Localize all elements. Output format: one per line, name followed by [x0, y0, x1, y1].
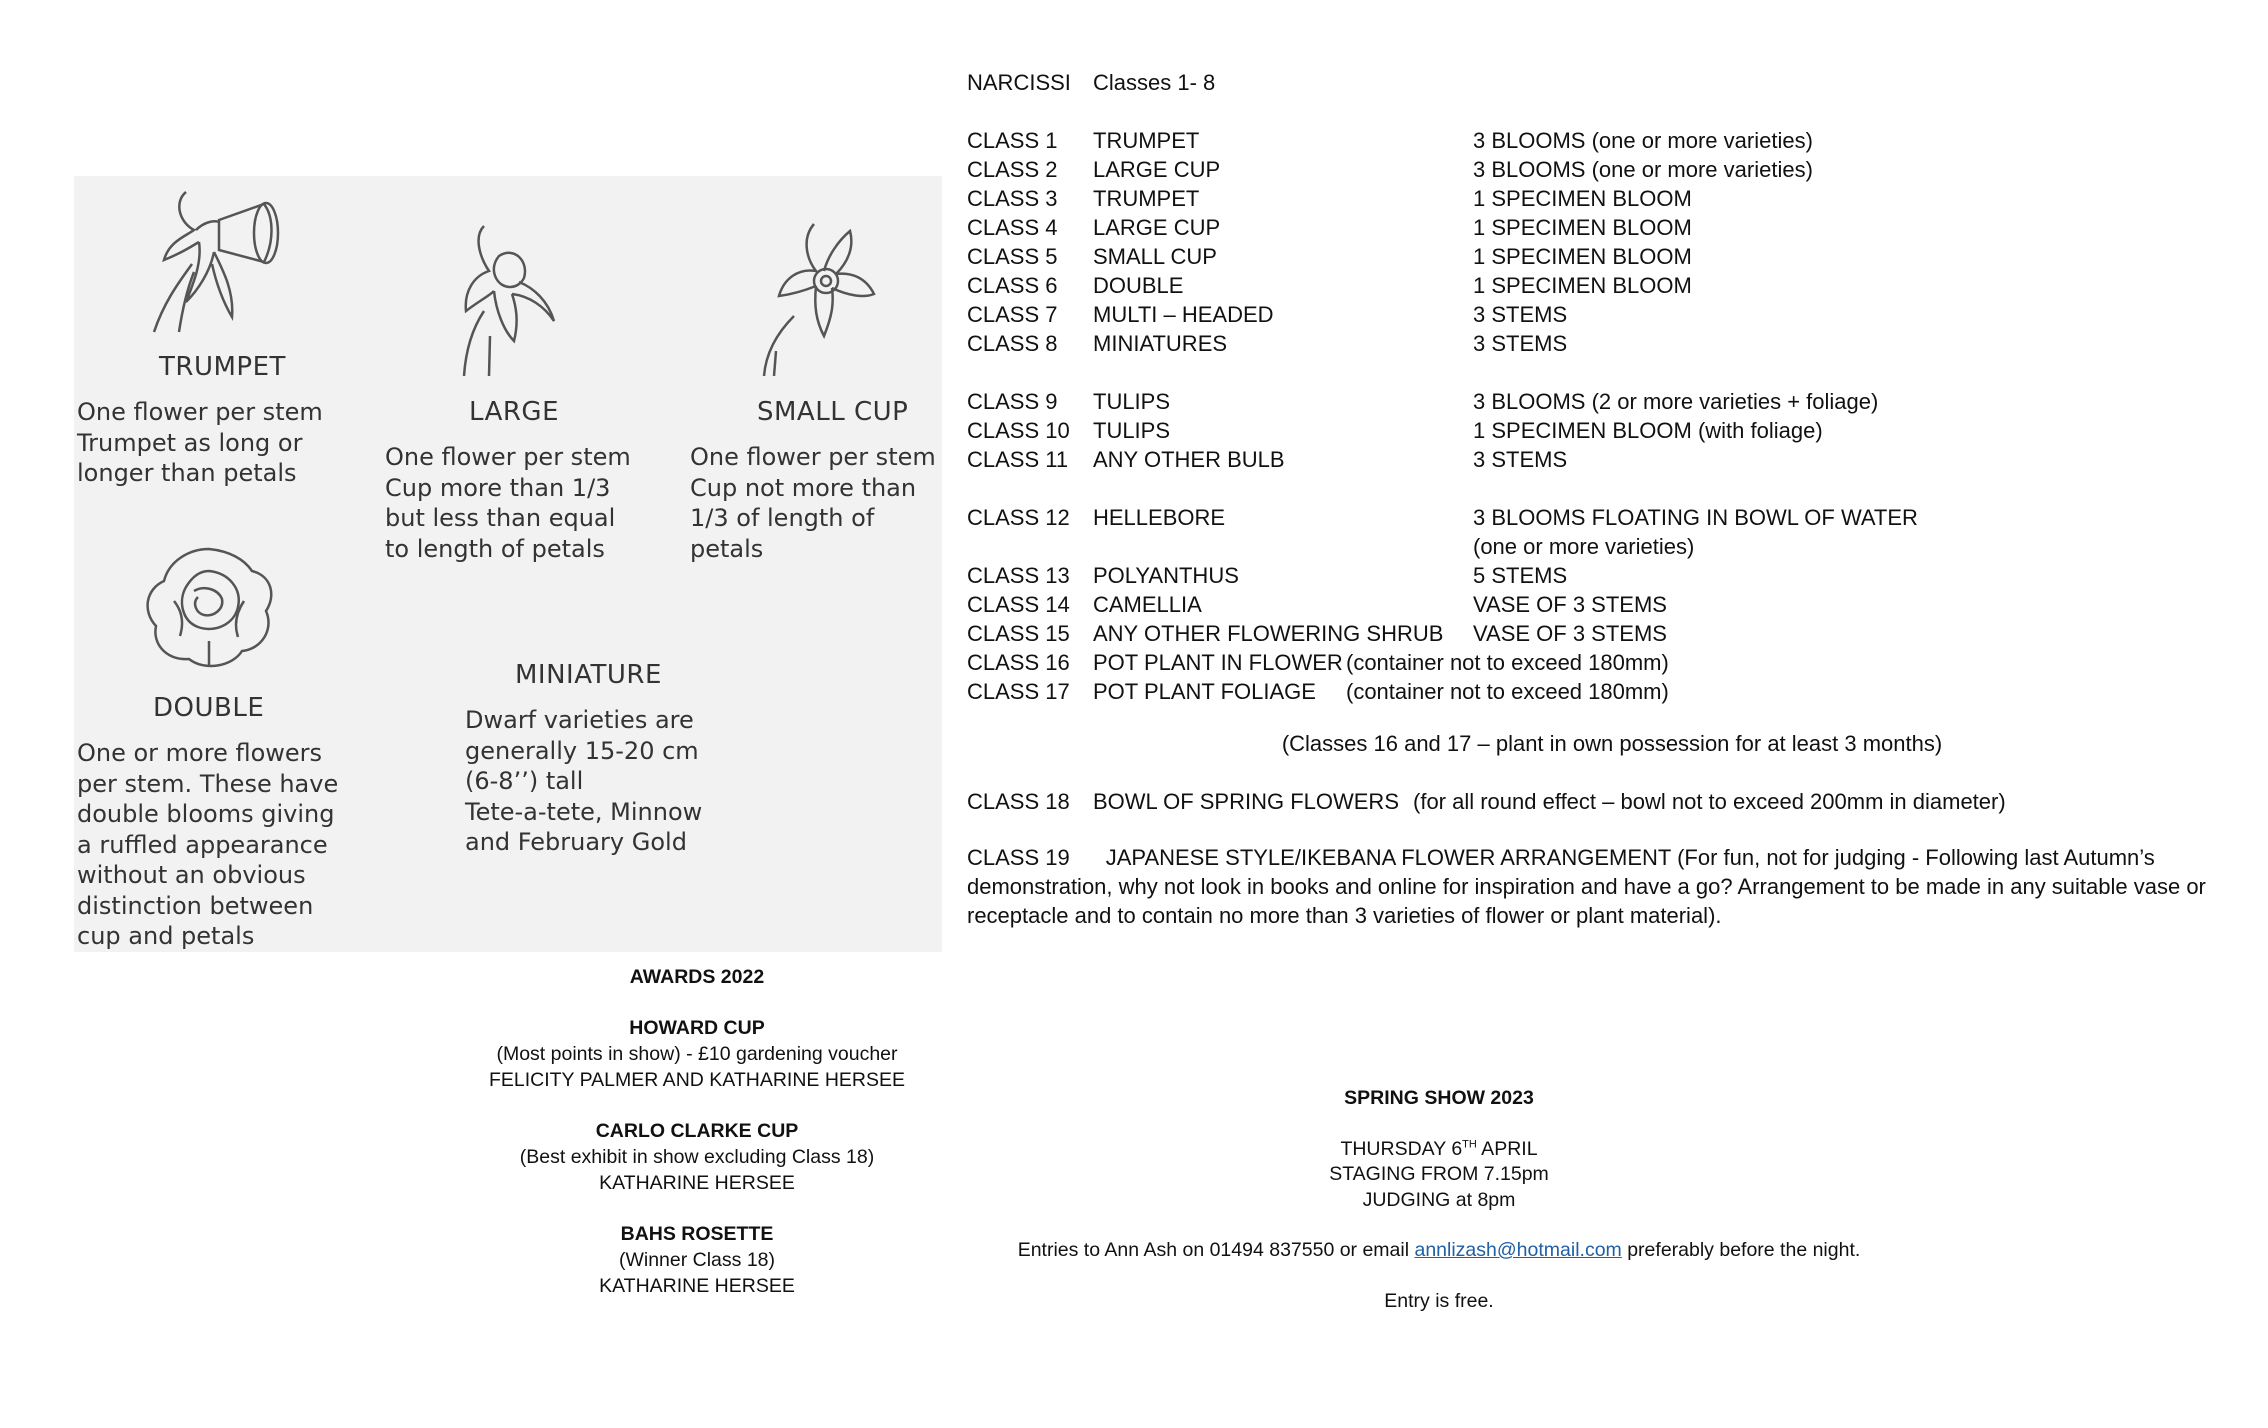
small-cup-title: SMALL CUP	[757, 397, 909, 427]
award-winner: KATHARINE HERSEE	[599, 1275, 795, 1297]
pot-plant-note: (Classes 16 and 17 – plant in own possession for at least 3 months)	[1281, 731, 1943, 756]
class-requirement: 1 SPECIMEN BLOOM (with foliage)	[1473, 418, 1823, 443]
class-name: CAMELLIA	[1093, 592, 1202, 617]
class-requirement: 1 SPECIMEN BLOOM	[1473, 186, 1692, 211]
award-winner: KATHARINE HERSEE	[599, 1172, 795, 1194]
class-name: DOUBLE	[1093, 273, 1184, 298]
class-name: LARGE CUP	[1093, 157, 1221, 182]
class-code: CLASS 11	[967, 447, 1069, 472]
class-name: TULIPS	[1093, 418, 1171, 443]
class-requirement: 3 BLOOMS (one or more varieties)	[1473, 157, 1813, 182]
spring-show-section	[967, 1086, 1911, 1314]
class-requirement: VASE OF 3 STEMS	[1473, 592, 1667, 617]
show-date: THURSDAY 6TH APRIL	[1340, 1137, 1538, 1160]
class-code: CLASS 12	[967, 505, 1070, 530]
class-requirement: VASE OF 3 STEMS	[1473, 621, 1667, 646]
class-code: CLASS 7	[967, 302, 1058, 327]
class-code: CLASS 10	[967, 418, 1070, 443]
spring-show-title: SPRING SHOW 2023	[1344, 1087, 1534, 1109]
schedule-heading-value: Classes 1- 8	[1093, 70, 1216, 95]
award-name: BAHS ROSETTE	[620, 1223, 774, 1245]
class-code: CLASS 5	[967, 244, 1058, 269]
class-code: CLASS 2	[967, 157, 1058, 182]
class-code: CLASS 3	[967, 186, 1058, 211]
narcissi-types-panel	[74, 176, 942, 952]
trumpet-daffodil-icon	[124, 182, 294, 342]
class-name: POT PLANT IN FLOWER	[1093, 650, 1343, 675]
staging-time: STAGING FROM 7.15pm	[1329, 1163, 1549, 1185]
class-requirement: 3 BLOOMS FLOATING IN BOWL OF WATER	[1473, 505, 1918, 530]
class-code: CLASS 16	[967, 650, 1070, 675]
class-code: CLASS 1	[967, 128, 1058, 153]
class-name: TRUMPET	[1093, 128, 1200, 153]
class-requirement: 5 STEMS	[1473, 563, 1568, 588]
miniature-title: MINIATURE	[515, 660, 662, 690]
class-code: CLASS 18	[967, 789, 1070, 814]
class-requirement: 1 SPECIMEN BLOOM	[1473, 215, 1692, 240]
class-requirement: 3 BLOOMS (2 or more varieties + foliage)	[1473, 389, 1879, 414]
class-name: ANY OTHER BULB	[1093, 447, 1285, 472]
class-note: (for all round effect – bowl not to exceed 200mm in diameter)	[1413, 789, 2006, 814]
entries-info: Entries to Ann Ash on 01494 837550 or email annlizash@hotmail.com preferably before the night.	[1017, 1239, 1861, 1261]
class-name: MULTI – HEADED	[1093, 302, 1274, 327]
entry-fee: Entry is free.	[1384, 1289, 1494, 1312]
large-title: LARGE	[469, 397, 560, 427]
class-requirement: (one or more varieties)	[1473, 534, 1695, 559]
class-note: (container not to exceed 180mm)	[1346, 650, 1669, 675]
small-cup-daffodil-icon	[754, 216, 884, 376]
class-name: TRUMPET	[1093, 186, 1200, 211]
schedule-heading-label: NARCISSI	[967, 70, 1071, 95]
judging-time: JUDGING at 8pm	[1362, 1188, 1516, 1211]
double-daffodil-icon	[134, 541, 284, 681]
class-requirement: 3 STEMS	[1473, 302, 1568, 327]
class-code: CLASS 13	[967, 563, 1070, 588]
double-title: DOUBLE	[153, 693, 265, 723]
awards-title: AWARDS 2022	[629, 966, 765, 988]
class-code: CLASS 15	[967, 621, 1070, 646]
miniature-description: Dwarf varieties are generally 15-20 cm (6-8’’) tall Tete-a-tete, Minnow and February Gold	[465, 706, 703, 856]
class-note: (container not to exceed 180mm)	[1346, 679, 1669, 704]
class-name: ANY OTHER FLOWERING SHRUB	[1093, 621, 1444, 646]
class-name: SMALL CUP	[1093, 244, 1217, 269]
class-code: CLASS 4	[967, 215, 1058, 240]
award-criteria: (Winner Class 18)	[618, 1249, 776, 1271]
award-criteria: (Most points in show) - £10 gardening voucher	[496, 1043, 898, 1065]
class-19-text: JAPANESE STYLE/IKEBANA FLOWER ARRANGEMENT (For fun, not for judging - Following last Autumn’s demonstration, why not look in books and online for inspiration and have a go? Arrangement to be made in any suitable vase or receptacle and to contain no more than 3 varieties of flower or plant material).	[967, 845, 2206, 928]
class-requirement: 1 SPECIMEN BLOOM	[1473, 244, 1692, 269]
class-name: BOWL OF SPRING FLOWERS	[1093, 789, 1399, 814]
class-requirement: 1 SPECIMEN BLOOM	[1473, 273, 1692, 298]
award-name: HOWARD CUP	[629, 1017, 765, 1039]
award-criteria: (Best exhibit in show excluding Class 18)	[519, 1146, 875, 1168]
award-name: CARLO CLARKE CUP	[595, 1120, 799, 1142]
email-link[interactable]: annlizash@hotmail.com	[1414, 1239, 1622, 1261]
award-winner: FELICITY PALMER AND KATHARINE HERSEE	[488, 1069, 906, 1091]
class-name: TULIPS	[1093, 389, 1171, 414]
class-requirement: 3 STEMS	[1473, 447, 1568, 472]
large-cup-daffodil-icon	[444, 216, 564, 376]
class-code: CLASS 8	[967, 331, 1058, 356]
class-name: LARGE CUP	[1093, 215, 1221, 240]
class-name: MINIATURES	[1093, 331, 1228, 356]
class-name: POT PLANT FOLIAGE	[1093, 679, 1316, 704]
class-code: CLASS 14	[967, 592, 1070, 617]
class-code: CLASS 9	[967, 389, 1058, 414]
class-name: HELLEBORE	[1093, 505, 1226, 530]
trumpet-description: One flower per stem Trumpet as long or longer than petals	[77, 398, 323, 487]
class-requirement: 3 BLOOMS (one or more varieties)	[1473, 128, 1813, 153]
class-code: CLASS 6	[967, 273, 1058, 298]
trumpet-title: TRUMPET	[159, 352, 286, 382]
class-name: POLYANTHUS	[1093, 563, 1239, 588]
awards-section	[467, 964, 927, 1299]
small-cup-description: One flower per stem Cup not more than 1/3 of length of petals	[690, 443, 936, 563]
double-description: One or more flowers per stem. These have double blooms giving a ruffled appearance without an obvious distinction between cup and petals	[77, 739, 339, 950]
class-code: CLASS 17	[967, 679, 1070, 704]
class-requirement: 3 STEMS	[1473, 331, 1568, 356]
class-code: CLASS 19	[967, 845, 1070, 870]
large-description: One flower per stem Cup more than 1/3 but less than equal to length of petals	[385, 443, 631, 563]
class-19-paragraph	[967, 843, 2257, 930]
